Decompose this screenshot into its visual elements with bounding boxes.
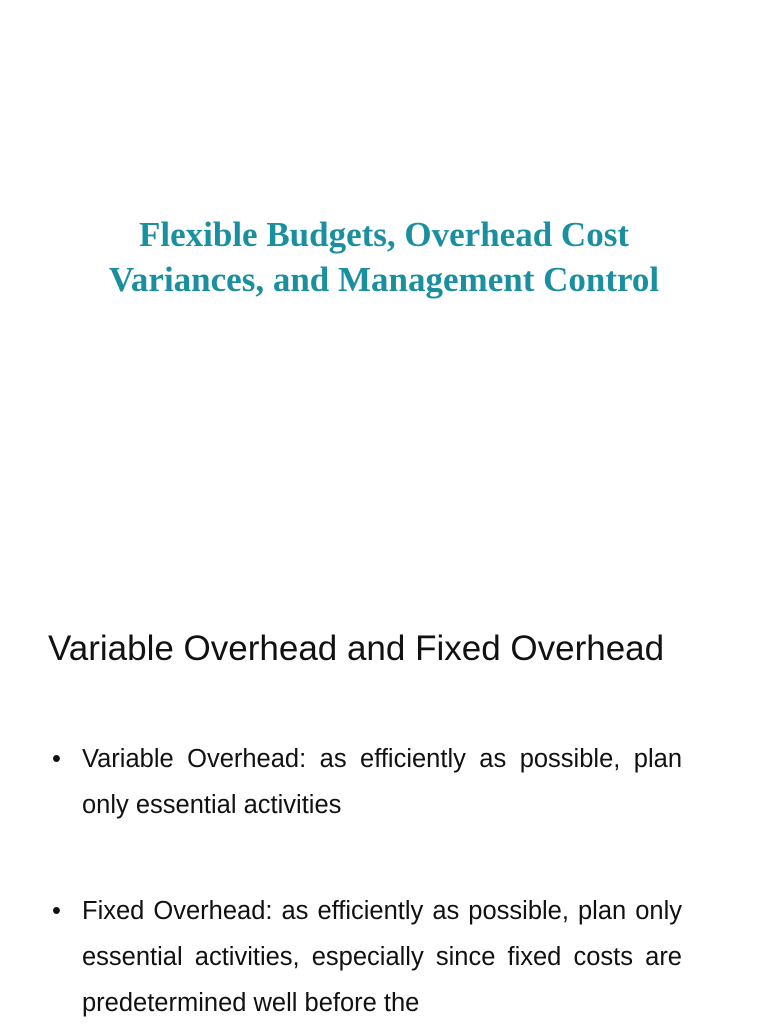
slide-heading: Variable Overhead and Fixed Overhead [48,629,665,668]
bullet-item [48,888,682,1024]
title-line-2: Variances, and Management Control [108,260,660,299]
bullet-text: Fixed Overhead: as efficiently as possible, plan only essential activities, especially since fixed costs are predetermined well before the [82,897,682,1017]
bullet-dot-icon: • [52,745,61,773]
bullet-dot-icon: • [52,897,61,925]
bullet-text: Variable Overhead: as efficiently as possible, plan only essential activities [82,745,682,819]
bullet-item [48,736,682,828]
bullet-list [48,736,682,1024]
slide-content [0,576,768,1024]
title-line-1: Flexible Budgets, Overhead Cost [139,215,629,254]
slide-title-heading [40,212,728,302]
